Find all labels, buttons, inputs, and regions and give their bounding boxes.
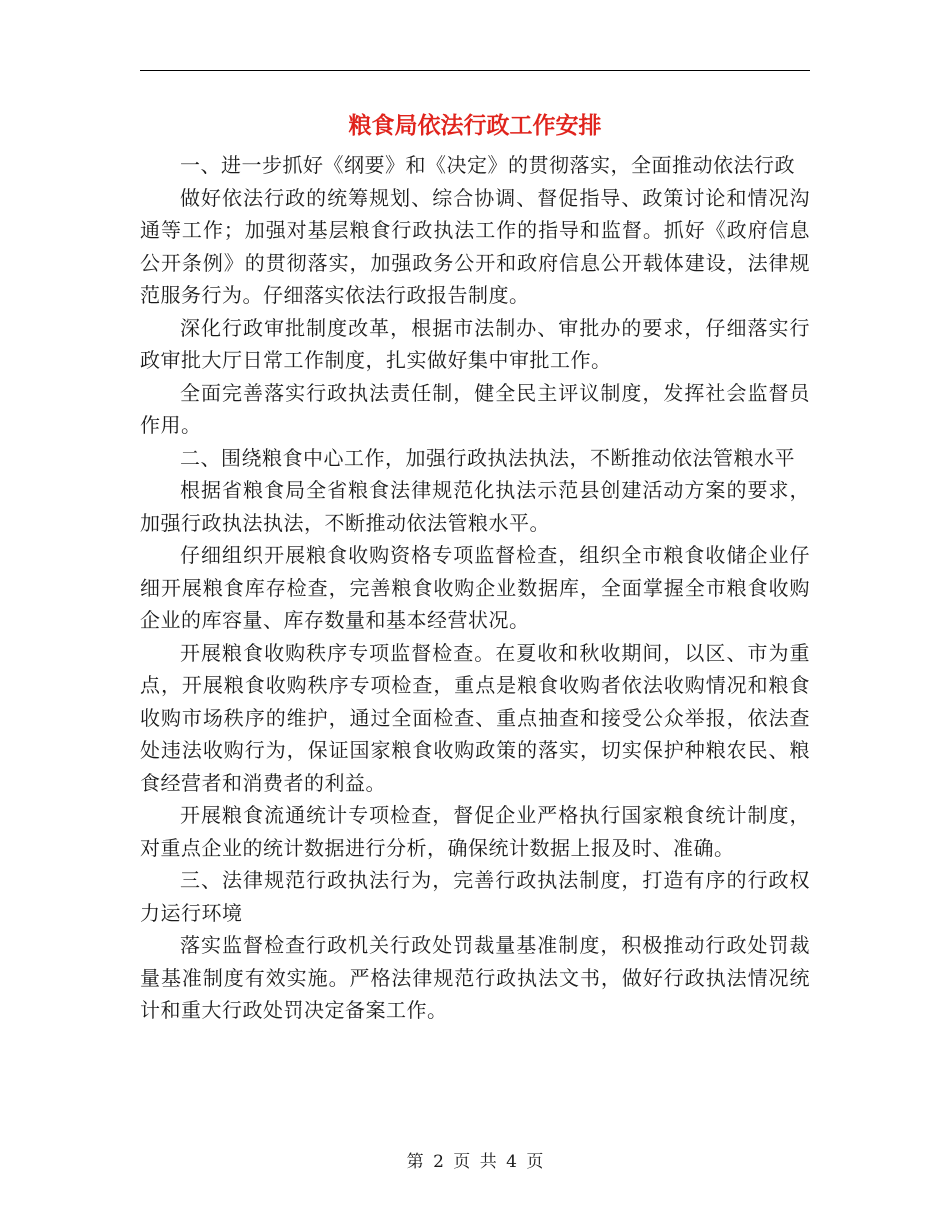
document-title: 粮食局依法行政工作安排 (348, 112, 602, 139)
body-paragraph: 深化行政审批制度改革，根据市法制办、审批办的要求，仔细落实行政审批大厅日常工作制度，扎实做好集中审批工作。 (140, 315, 810, 372)
section-heading-3: 三、法律规范行政执法行为，完善行政执法制度，打造有序的行政权力运行环境 (140, 868, 810, 925)
page-number-footer: 第 2 页 共 4 页 (406, 1152, 544, 1172)
section-heading-1: 一、进一步抓好《纲要》和《决定》的贯彻落实，全面推动依法行政 (180, 153, 795, 177)
body-paragraph: 做好依法行政的统筹规划、综合协调、督促指导、政策讨论和情况沟通等工作；加强对基层粮食行政执法工作的指导和监督。抓好《政府信息公开条例》的贯彻落实，加强政务公开和政府信息公开载体建设，法律规范服务行为。仔细落实依法行政报告制度。 (140, 185, 810, 307)
section-heading-2: 二、围绕粮食中心工作，加强行政执法执法，不断推动依法管粮水平 (180, 445, 795, 470)
body-paragraph: 开展粮食收购秩序专项监督检查。在夏收和秋收期间，以区、市为重点，开展粮食收购秩序专项检查，重点是粮食收购者依法收购情况和粮食收购市场秩序的维护，通过全面检查、重点抽查和接受公众举报，依法查处违法收购行为，保证国家粮食收购政策的落实，切实保护种粮农民、粮食经营者和消费者的利益。 (140, 640, 810, 795)
body-paragraph: 全面完善落实行政执法责任制，健全民主评议制度，发挥社会监督员作用。 (140, 380, 810, 437)
header-rule (140, 70, 810, 71)
body-paragraph: 落实监督检查行政机关行政处罚裁量基准制度，积极推动行政处罚裁量基准制度有效实施。严格法律规范行政执法文书，做好行政执法情况统计和重大行政处罚决定备案工作。 (140, 933, 810, 1022)
body-paragraph: 开展粮食流通统计专项检查，督促企业严格执行国家粮食统计制度，对重点企业的统计数据进行分析，确保统计数据上报及时、准确。 (140, 803, 810, 860)
body-paragraph: 根据省粮食局全省粮食法律规范化执法示范县创建活动方案的要求，加强行政执法执法，不断推动依法管粮水平。 (140, 478, 810, 535)
body-paragraph: 仔细组织开展粮食收购资格专项监督检查，组织全市粮食收储企业仔细开展粮食库存检查，完善粮食收购企业数据库，全面掌握全市粮食收购企业的库容量、库存数量和基本经营状况。 (140, 543, 810, 632)
document-body (140, 149, 810, 1027)
